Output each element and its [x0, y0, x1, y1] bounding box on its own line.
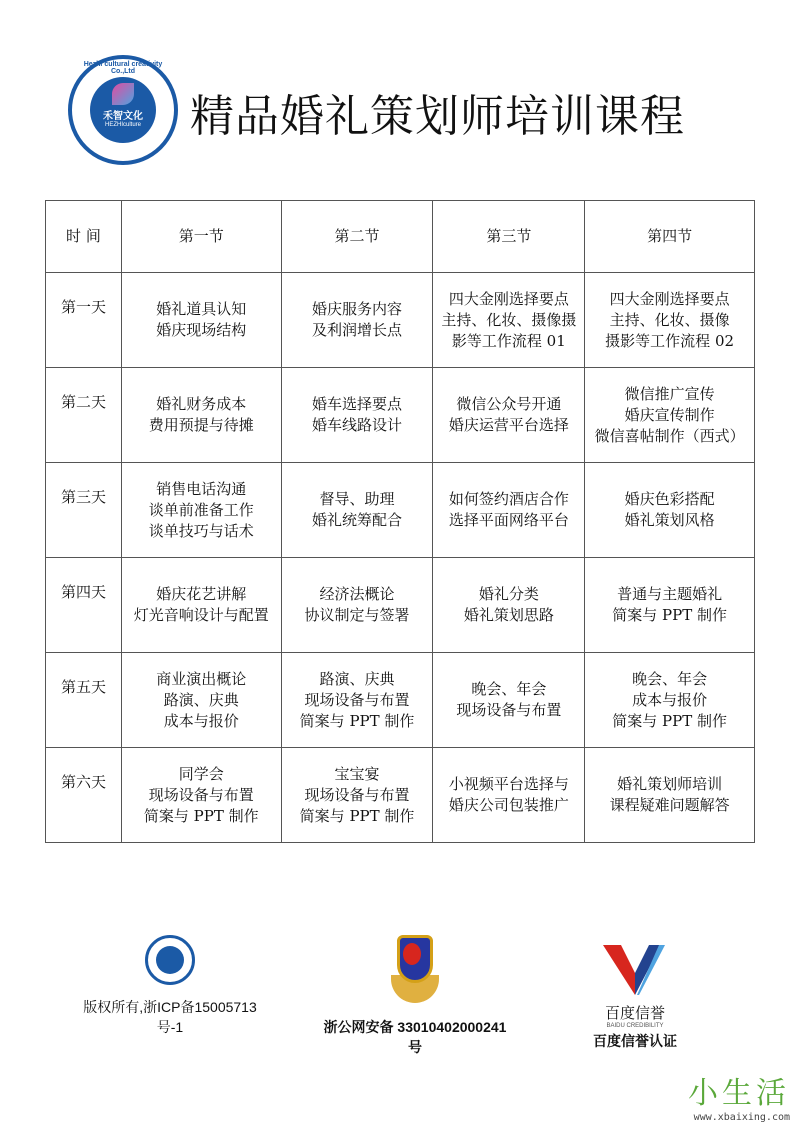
session-cell — [433, 653, 585, 748]
session-line: 及利润增长点 — [312, 321, 403, 339]
baidu-brand: 百度信誉 — [604, 1005, 665, 1022]
session-line: 谈单前准备工作 — [148, 500, 254, 519]
session-line: 现场设备与布置 — [148, 785, 254, 804]
day-cell: 第六天 — [46, 748, 122, 843]
session-line: 销售电话沟通 — [156, 479, 247, 498]
session-line: 同学会 — [178, 764, 224, 783]
session-line: 简案与 PPT 制作 — [299, 711, 415, 730]
session-line: 商业演出概论 — [156, 669, 247, 688]
session-line: 宝宝宴 — [334, 764, 380, 783]
session-line: 摄影等工作流程 02 — [605, 331, 735, 350]
session-line: 督导、助理 — [319, 490, 395, 508]
schedule-table — [45, 200, 755, 843]
session-line: 现场设备与布置 — [456, 701, 562, 719]
session-line: 四大金刚选择要点 — [609, 289, 730, 308]
column-header: 第四节 — [585, 201, 755, 273]
table-row — [46, 653, 755, 748]
session-cell — [433, 273, 585, 368]
session-cell — [281, 463, 433, 558]
baidu-block[interactable] — [590, 945, 680, 1051]
table-row — [46, 558, 755, 653]
session-line: 协议制定与签署 — [304, 606, 410, 624]
session-cell — [121, 368, 281, 463]
session-line: 简案与 PPT 制作 — [299, 806, 415, 825]
table-row — [46, 748, 755, 843]
column-header: 第三节 — [433, 201, 585, 273]
police-block[interactable] — [320, 935, 510, 1057]
day-cell: 第五天 — [46, 653, 122, 748]
session-line: 微信推广宣传 — [624, 384, 715, 403]
session-cell — [281, 273, 433, 368]
session-line: 婚礼策划师培训 — [617, 775, 723, 793]
table-row — [46, 273, 755, 368]
session-line: 婚庆公司包装推广 — [448, 796, 569, 814]
session-line: 影等工作流程 01 — [451, 331, 566, 350]
session-cell — [121, 558, 281, 653]
session-line: 简案与 PPT 制作 — [612, 711, 727, 730]
session-cell — [121, 653, 281, 748]
session-cell — [433, 748, 585, 843]
session-line: 晚会、年会 — [632, 669, 708, 688]
session-line: 微信喜帖制作（西式） — [594, 426, 745, 445]
police-emblem-icon — [391, 935, 439, 1007]
session-cell — [433, 368, 585, 463]
session-line: 经济法概论 — [319, 585, 395, 603]
session-line: 成本与报价 — [163, 711, 239, 730]
session-line: 小视频平台选择与 — [448, 775, 569, 793]
watermark — [688, 1068, 790, 1123]
logo-cn: 禾智文化 — [103, 111, 143, 122]
logo-ring-text: Hezhi cultural creativity Co.,Ltd — [83, 61, 163, 75]
session-line: 如何签约酒店合作 — [448, 490, 569, 508]
session-line: 婚庆花艺讲解 — [156, 585, 247, 603]
session-cell — [585, 368, 755, 463]
session-line: 婚礼策划思路 — [463, 606, 554, 624]
session-line: 婚礼道具认知 — [156, 300, 247, 318]
session-line: 四大金刚选择要点 — [448, 289, 569, 308]
session-line: 婚礼财务成本 — [156, 395, 247, 413]
day-cell: 第四天 — [46, 558, 122, 653]
session-cell — [585, 273, 755, 368]
column-header: 第二节 — [281, 201, 433, 273]
session-line: 婚庆服务内容 — [312, 300, 403, 318]
session-line: 现场设备与布置 — [304, 785, 410, 804]
baidu-cert-text[interactable]: 百度信誉认证 — [593, 1033, 677, 1049]
day-cell: 第二天 — [46, 368, 122, 463]
table-header-row — [46, 201, 755, 273]
column-header: 时 间 — [46, 201, 122, 273]
session-line: 主持、化妆、摄像 — [609, 310, 730, 329]
session-line: 成本与报价 — [632, 690, 708, 709]
company-logo-small — [145, 935, 195, 985]
session-cell — [585, 748, 755, 843]
copyright-text: 版权所有,浙ICP备15005713号-1 — [83, 999, 257, 1035]
session-line: 费用预提与待摊 — [148, 416, 254, 434]
session-line: 简案与 PPT 制作 — [143, 806, 259, 825]
session-cell — [433, 558, 585, 653]
column-header: 第一节 — [121, 201, 281, 273]
session-line: 婚礼统筹配合 — [312, 511, 403, 529]
session-line: 婚庆色彩搭配 — [624, 490, 715, 508]
session-line: 婚庆现场结构 — [156, 321, 247, 339]
watermark-url: www.xbaixing.com — [693, 1112, 790, 1123]
session-line: 婚车选择要点 — [312, 395, 403, 413]
baidu-credibility-icon — [603, 945, 667, 995]
session-line: 选择平面网络平台 — [448, 511, 569, 529]
session-line: 普通与主题婚礼 — [617, 585, 723, 603]
session-line: 简案与 PPT 制作 — [612, 606, 727, 624]
company-logo — [68, 55, 178, 165]
session-line: 灯光音响设计与配置 — [133, 606, 269, 624]
logo-en: HEZHIculture — [104, 122, 141, 128]
session-line: 路演、庆典 — [319, 669, 395, 688]
session-line: 现场设备与布置 — [304, 690, 410, 709]
session-line: 课程疑难问题解答 — [609, 796, 730, 814]
session-cell — [121, 463, 281, 558]
table-row — [46, 463, 755, 558]
copyright-block — [80, 935, 260, 1037]
session-cell — [433, 463, 585, 558]
session-cell — [121, 273, 281, 368]
session-line: 路演、庆典 — [163, 690, 239, 709]
page-title: 精品婚礼策划师培训课程 — [190, 91, 685, 142]
session-line: 婚车线路设计 — [312, 416, 403, 434]
watermark-text: 小生活 — [688, 1076, 790, 1111]
session-line: 婚庆宣传制作 — [624, 405, 715, 424]
session-line: 婚礼策划风格 — [624, 511, 715, 529]
session-cell — [585, 558, 755, 653]
session-cell — [281, 653, 433, 748]
table-row — [46, 368, 755, 463]
session-cell — [281, 748, 433, 843]
session-cell — [585, 463, 755, 558]
day-cell: 第三天 — [46, 463, 122, 558]
session-line: 婚礼分类 — [478, 585, 539, 603]
session-line: 谈单技巧与话术 — [148, 521, 254, 540]
session-line: 微信公众号开通 — [456, 395, 562, 413]
session-cell — [281, 368, 433, 463]
day-cell: 第一天 — [46, 273, 122, 368]
session-cell — [585, 653, 755, 748]
session-line: 晚会、年会 — [471, 680, 547, 698]
session-line: 主持、化妆、摄像摄 — [441, 310, 577, 329]
baidu-en: BAIDU CREDIBILITY — [606, 1023, 664, 1029]
police-record-text[interactable]: 浙公网安备 33010402000241号 — [323, 1019, 507, 1055]
session-cell — [281, 558, 433, 653]
session-cell — [121, 748, 281, 843]
session-line: 婚庆运营平台选择 — [448, 416, 569, 434]
